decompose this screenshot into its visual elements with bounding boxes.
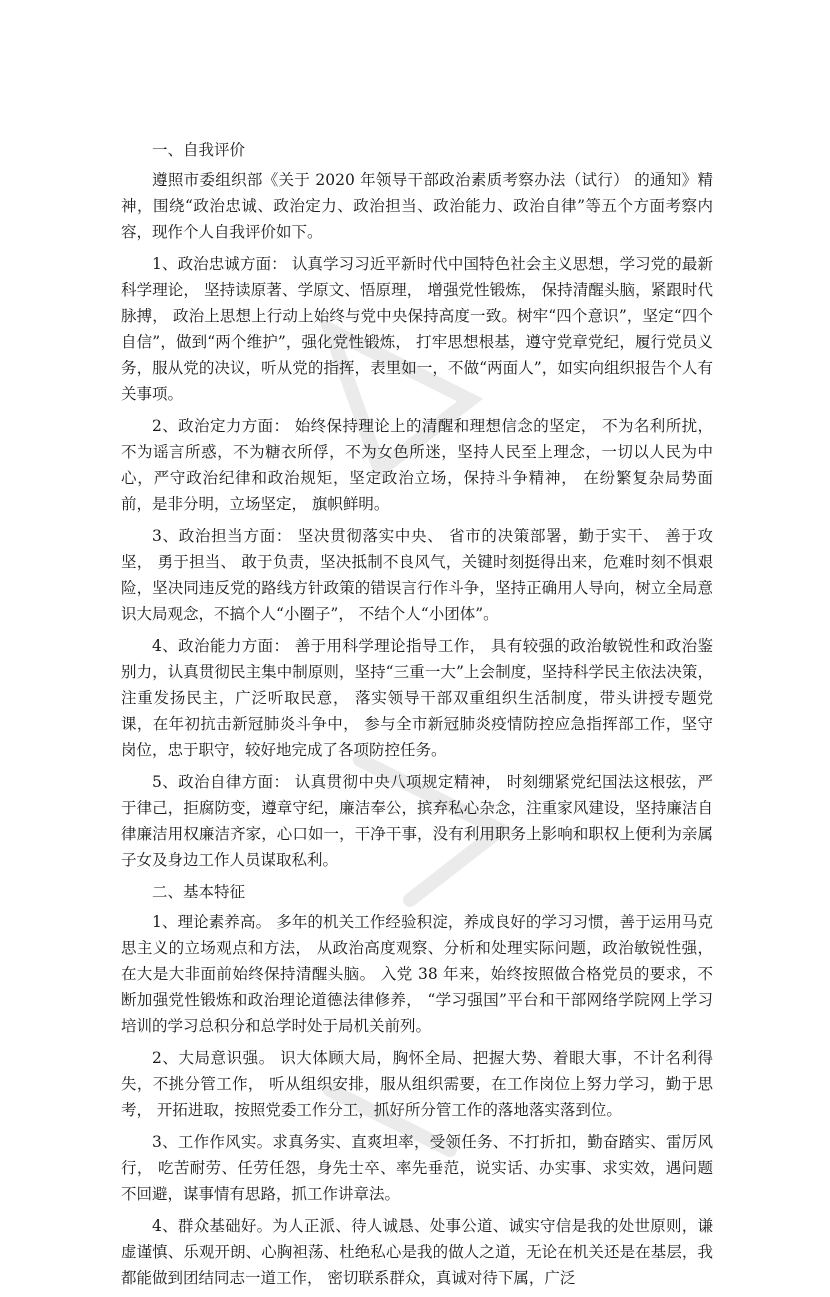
paragraph: 遵照市委组织部《关于 2020 年领导干部政治素质考察办法（试行） 的通知》精神，围绕“政治忠诚、政治定力、政治担当、政治能力、政治自律”等五个方面考察内容，现作个人自我评价如下。 [121,171,713,241]
paragraph: 1、理论素养高。 多年的机关工作经验积淀，养成良好的学习习惯，善于运用马克思主义的立场观点和方法， 从政治高度观察、分析和处理实际问题，政治敏锐性强， 在大是大非面前始终保持清醒头脑。 入党 38 年来，始终按照做合格党员的要求，不断加强党性锻炼和政治理论道德法律修养， “学习强国”平台和干部网络学院网上学习培训的学习总积分和总学时处于局机关前列。 [121,913,713,1035]
section-heading: 二、基本特征 [152,883,246,901]
paragraph: 4、政治能力方面： 善于用科学理论指导工作， 具有较强的政治敏锐性和政治鉴别力，认真贯彻民主集中制原则，坚持“三重一大”上会制度，坚持科学民主依法决策，注重发扬民主，广泛听取民意， 落实领导干部双重组织生活制度，带头讲授专题党课，在年初抗击新冠肺炎斗争中， 参与全市新冠肺炎疫情防控应急指挥部工作，坚守岗位，忠于职守，较好地完成了各项防控任务。 [121,637,713,759]
section-heading: 一、自我评价 [152,141,246,159]
paragraph: 4、群众基础好。为人正派、待人诚恳、处事公道、诚实守信是我的处世原则，谦虚谨慎、乐观开朗、心胸袒荡、杜绝私心是我的做人之道，无论在机关还是在基层，我都能做到团结同志一道工作， 密切联系群众，真诚对待下属，广泛 [121,1217,713,1287]
document-body [121,137,713,1297]
paragraph: 2、大局意识强。 识大体顾大局，胸怀全局、把握大势、着眼大事，不计名利得失，不挑分管工作， 听从组织安排，服从组织需要，在工作岗位上努力学习，勤于思考， 开拓进取，按照党委工作分工，抓好所分管工作的落地落实落到位。 [121,1049,713,1119]
paragraph: 3、政治担当方面： 坚决贯彻落实中央、 省市的决策部署，勤于实干、 善于攻坚， 勇于担当、 敢于负责，坚决抵制不良风气，关键时刻挺得出来，危难时刻不惧艰险，坚决同违反党的路线方针政策的错误言行作斗争，坚持正确用人导向，树立全局意识大局观念，不搞个人“小圈子”， 不结个人“小团体”。 [121,527,713,623]
paragraph: 2、政治定力方面： 始终保持理论上的清醒和理想信念的坚定， 不为名利所扰，不为谣言所惑，不为糖衣所俘，不为女色所迷，坚持人民至上理念，一切以人民为中心，严守政治纪律和政治规矩，坚定政治立场，保持斗争精神， 在纷繁复杂局势面前，是非分明，立场坚定， 旗帜鲜明。 [121,417,713,513]
paragraph: 3、工作作风实。求真务实、直爽坦率，受领任务、不打折扣，勤奋踏实、雷厉风行， 吃苦耐劳、任劳任怨，身先士卒、率先垂范，说实话、办实事、求实效，遇问题不回避，谋事情有思路，抓工作讲章法。 [121,1133,713,1203]
paragraph: 1、政治忠诚方面： 认真学习习近平新时代中国特色社会主义思想，学习党的最新科学理论， 坚持读原著、学原文、悟原理， 增强党性锻炼， 保持清醒头脑，紧跟时代脉搏， 政治上思想上行动上始终与党中央保持高度一致。树牢“四个意识”，坚定“四个自信”，做到“两个维护”，强化党性锻炼， 打牢思想根基，遵守党章党纪，履行党员义务，服从党的决议，听从党的指挥，表里如一，不做“两面人”，如实向组织报告个人有关事项。 [121,255,713,403]
paragraph: 5、政治自律方面： 认真贯彻中央八项规定精神， 时刻绷紧党纪国法这根弦，严于律己，拒腐防变，遵章守纪，廉洁奉公，摈弃私心杂念，注重家风建设，坚持廉洁自律廉洁用权廉洁齐家，心口如一，干净干事，没有利用职务上影响和职权上便利为亲属子女及身边工作人员谋取私利。 [121,773,713,869]
